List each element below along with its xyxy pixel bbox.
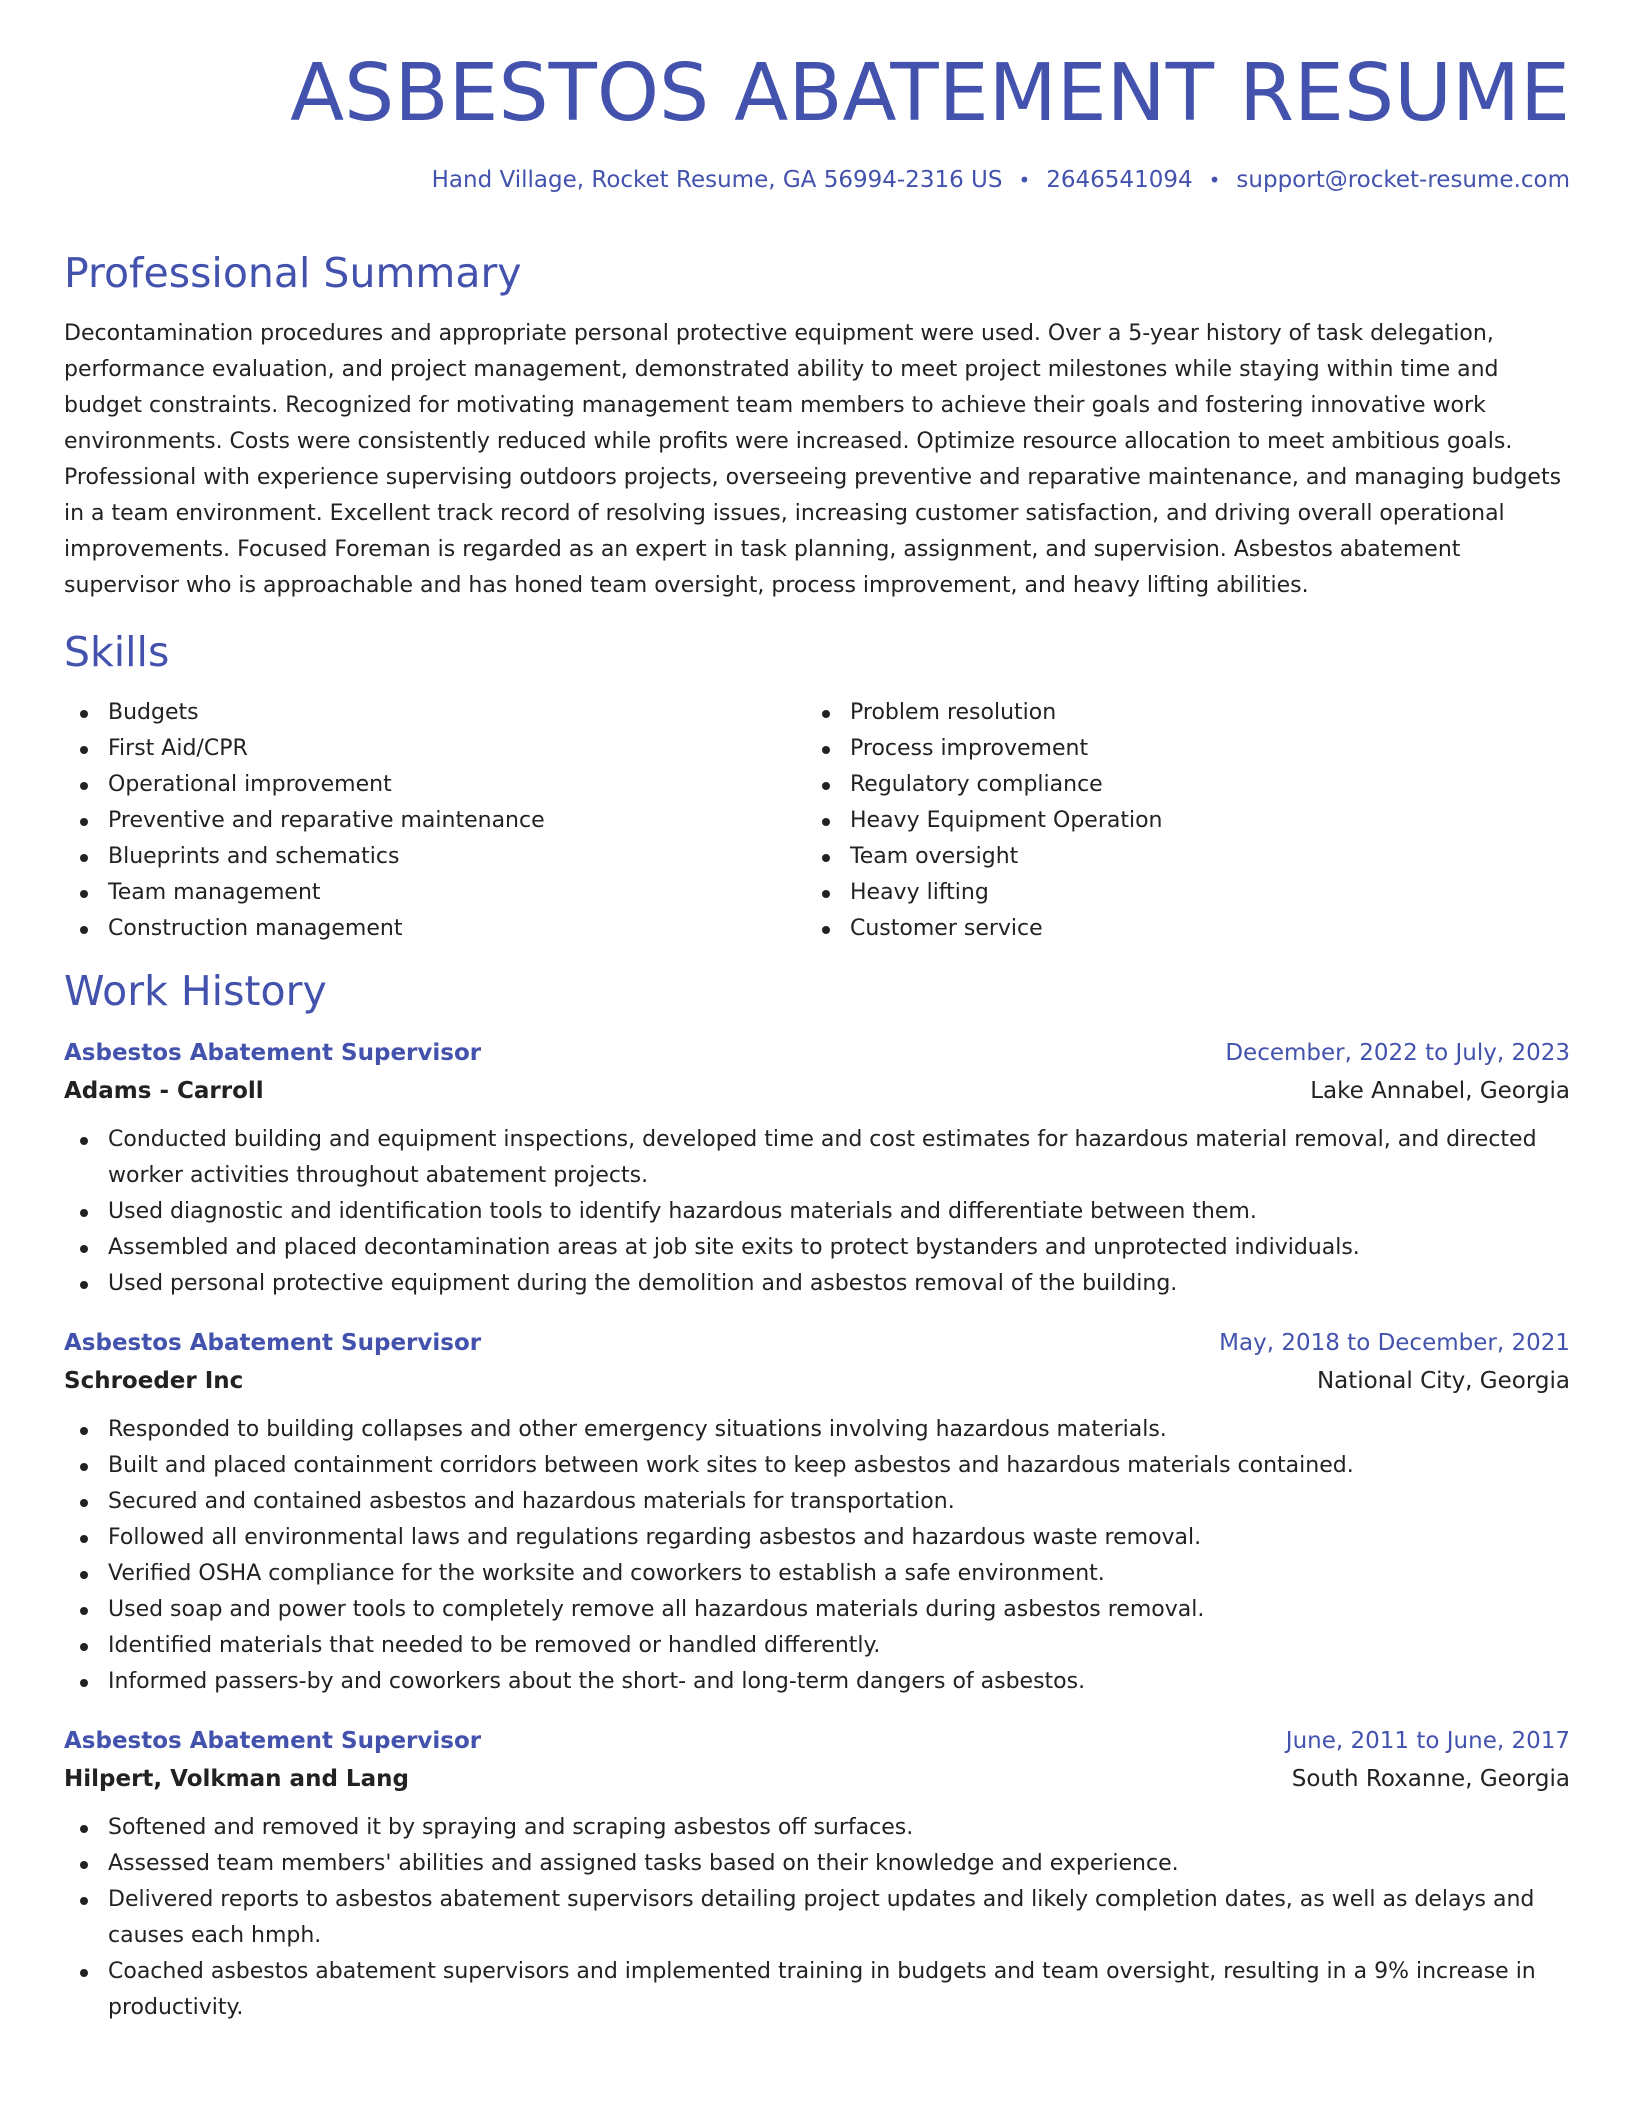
resume-header bbox=[64, 0, 1570, 193]
skill-item: Budgets bbox=[64, 695, 806, 731]
job-bullet: Delivered reports to asbestos abatement supervisors detailing project updates and likely completion dates, as well as delays and causes each hmph. bbox=[64, 1882, 1570, 1954]
email-link[interactable]: support@rocket-resume.com bbox=[1236, 166, 1570, 193]
job-bullet: Built and placed containment corridors between work sites to keep asbestos and hazardous materials contained. bbox=[64, 1448, 1570, 1484]
skill-item: Blueprints and schematics bbox=[64, 839, 806, 875]
job-entry bbox=[64, 1324, 1570, 1700]
job-title: Asbestos Abatement Supervisor bbox=[64, 1330, 482, 1357]
skill-item: First Aid/CPR bbox=[64, 731, 806, 767]
job-bullet: Assessed team members' abilities and assigned tasks based on their knowledge and experience. bbox=[64, 1846, 1570, 1882]
job-title: Asbestos Abatement Supervisor bbox=[64, 1040, 482, 1067]
job-entry bbox=[64, 1034, 1570, 1302]
skill-item: Team management bbox=[64, 875, 806, 911]
job-bullet: Used diagnostic and identification tools to identify hazardous materials and differentiate between them. bbox=[64, 1194, 1570, 1230]
job-location: Lake Annabel, Georgia bbox=[1310, 1078, 1570, 1105]
job-location: South Roxanne, Georgia bbox=[1291, 1766, 1570, 1793]
summary-heading: Professional Summary bbox=[64, 248, 522, 297]
job-location: National City, Georgia bbox=[1316, 1368, 1570, 1395]
separator-dot: • bbox=[1208, 167, 1221, 192]
skills-column-right bbox=[806, 695, 1570, 947]
skills-column-left bbox=[64, 695, 806, 947]
phone-number: 2646541094 bbox=[1046, 166, 1193, 193]
job-bullet: Informed passers-by and coworkers about the short- and long-term dangers of asbestos. bbox=[64, 1664, 1570, 1700]
skill-item: Construction management bbox=[64, 911, 806, 947]
skill-item: Process improvement bbox=[806, 731, 1570, 767]
job-bullet: Identified materials that needed to be removed or handled differently. bbox=[64, 1628, 1570, 1664]
job-bullet: Responded to building collapses and other emergency situations involving hazardous materials. bbox=[64, 1412, 1570, 1448]
job-bullet: Softened and removed it by spraying and scraping asbestos off surfaces. bbox=[64, 1810, 1570, 1846]
skills-list bbox=[64, 695, 1570, 947]
job-bullets bbox=[64, 1412, 1570, 1700]
company-name: Hilpert, Volkman and Lang bbox=[64, 1766, 409, 1793]
skill-item: Heavy lifting bbox=[806, 875, 1570, 911]
company-name: Schroeder Inc bbox=[64, 1368, 244, 1395]
job-entry bbox=[64, 1722, 1570, 2026]
company-name: Adams - Carroll bbox=[64, 1078, 264, 1105]
job-bullets bbox=[64, 1810, 1570, 2026]
job-bullets bbox=[64, 1122, 1570, 1302]
job-bullet: Verified OSHA compliance for the worksite and coworkers to establish a safe environment. bbox=[64, 1556, 1570, 1592]
resume-title: ASBESTOS ABATEMENT RESUME bbox=[290, 47, 1570, 139]
skills-heading: Skills bbox=[64, 628, 170, 677]
separator-dot: • bbox=[1018, 167, 1031, 192]
skill-item: Preventive and reparative maintenance bbox=[64, 803, 806, 839]
summary-text: Decontamination procedures and appropriate personal protective equipment were used. Over a 5-year history of task delegation, performance evaluation, and project management, demonstrated ability to meet project milestones while staying within time and budget constraints. Recognized for motivating management team members to achieve their goals and fostering innovative work environments. Costs were consistently reduced while profits were increased. Optimize resource allocation to meet ambitious goals. Professional with experience supervising outdoors projects, overseeing preventive and reparative maintenance, and managing budgets in a team environment. Excellent track record of resolving issues, increasing customer satisfaction, and driving overall operational improvements. Focused Foreman is regarded as an expert in task planning, assignment, and supervision. Asbestos abatement supervisor who is approachable and has honed team oversight, process improvement, and heavy lifting abilities. bbox=[64, 321, 1562, 599]
job-bullet: Coached asbestos abatement supervisors and implemented training in budgets and team oversight, resulting in a 9% increase in productivity. bbox=[64, 1954, 1570, 2026]
skill-item: Customer service bbox=[806, 911, 1570, 947]
job-bullet: Conducted building and equipment inspections, developed time and cost estimates for hazardous material removal, and directed worker activities throughout abatement projects. bbox=[64, 1122, 1570, 1194]
job-dates: December, 2022 to July, 2023 bbox=[1225, 1040, 1570, 1067]
job-bullet: Followed all environmental laws and regulations regarding asbestos and hazardous waste removal. bbox=[64, 1520, 1570, 1556]
job-bullet: Assembled and placed decontamination areas at job site exits to protect bystanders and unprotected individuals. bbox=[64, 1230, 1570, 1266]
skill-item: Heavy Equipment Operation bbox=[806, 803, 1570, 839]
job-title: Asbestos Abatement Supervisor bbox=[64, 1728, 482, 1755]
job-dates: June, 2011 to June, 2017 bbox=[1285, 1728, 1570, 1755]
skill-item: Operational improvement bbox=[64, 767, 806, 803]
job-bullet: Secured and contained asbestos and hazardous materials for transportation. bbox=[64, 1484, 1570, 1520]
job-bullet: Used personal protective equipment during the demolition and asbestos removal of the building. bbox=[64, 1266, 1570, 1302]
job-bullet: Used soap and power tools to completely remove all hazardous materials during asbestos removal. bbox=[64, 1592, 1570, 1628]
work-history-heading: Work History bbox=[64, 967, 327, 1016]
address: Hand Village, Rocket Resume, GA 56994-2316 US bbox=[431, 166, 1003, 193]
contact-line bbox=[64, 167, 1570, 193]
skill-item: Regulatory compliance bbox=[806, 767, 1570, 803]
skill-item: Team oversight bbox=[806, 839, 1570, 875]
job-dates: May, 2018 to December, 2021 bbox=[1219, 1330, 1570, 1357]
skill-item: Problem resolution bbox=[806, 695, 1570, 731]
